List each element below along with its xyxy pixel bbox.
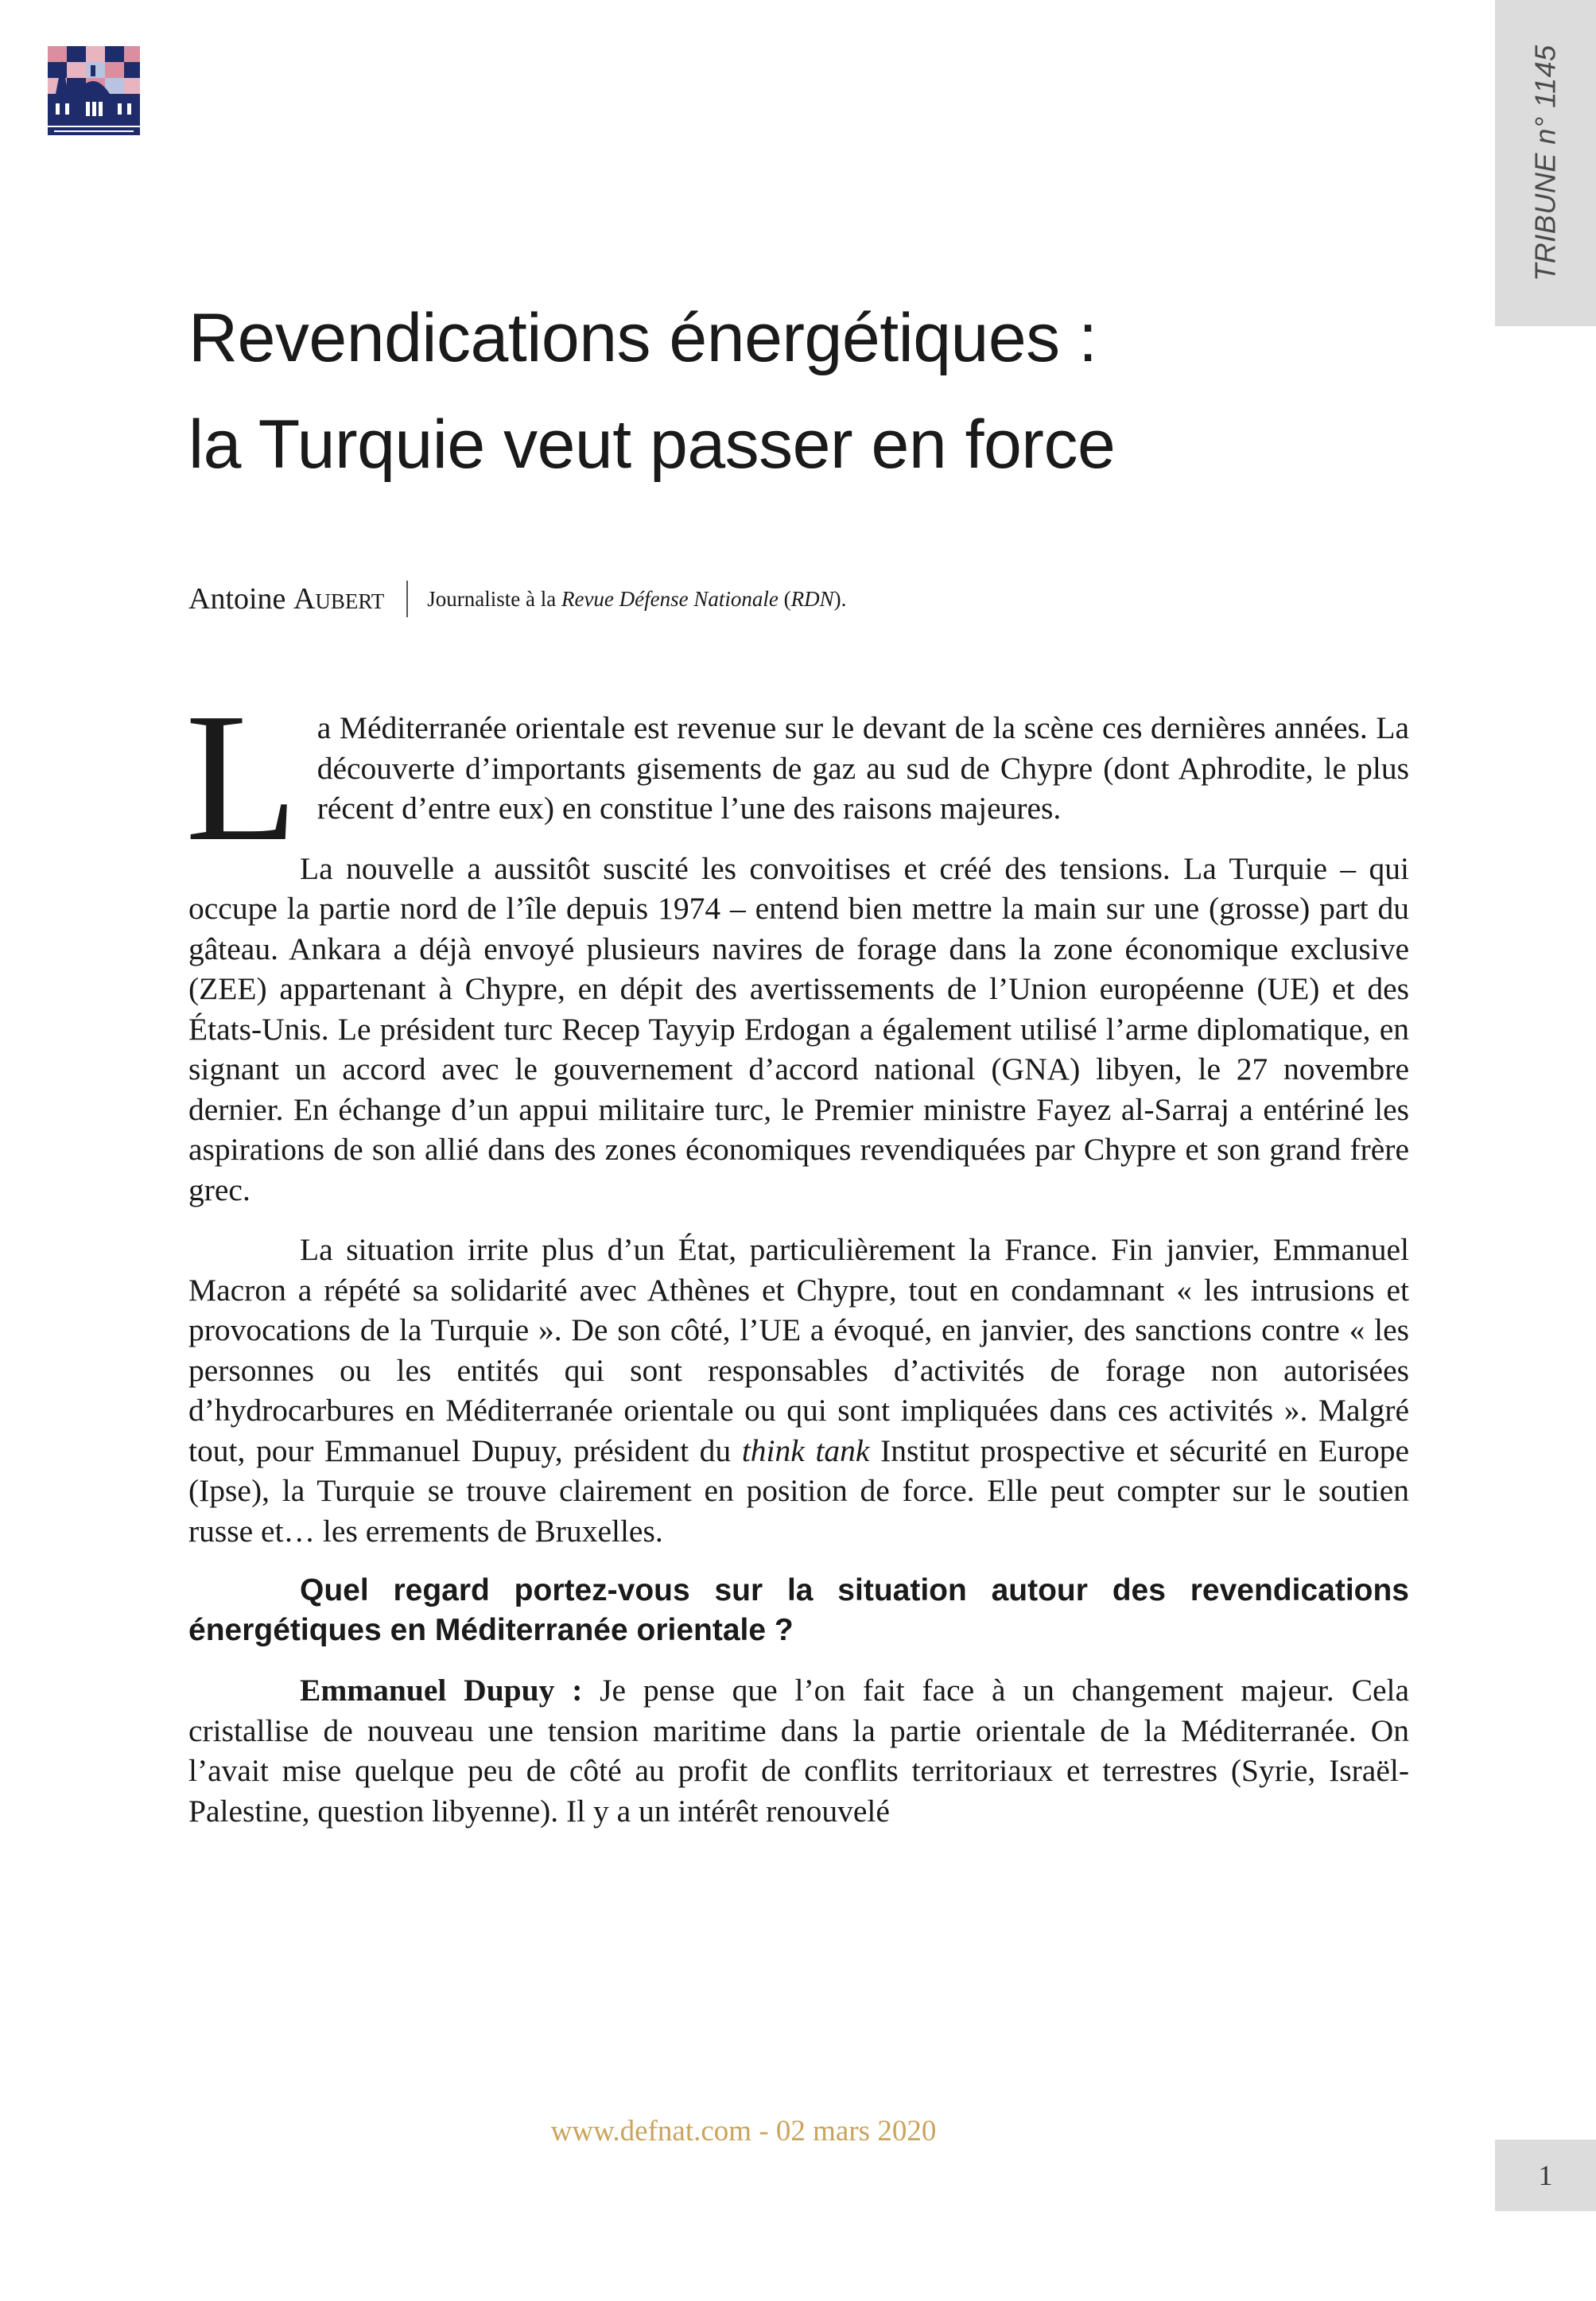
article-body xyxy=(185,675,1409,1851)
tribune-label: TRIBUNE n° 1145 xyxy=(1528,45,1562,282)
rdn-logo-icon xyxy=(45,45,142,138)
author-role: Journaliste à la Revue Défense Nationale (RDN). xyxy=(427,586,847,611)
author-separator xyxy=(406,581,408,617)
footer-website-date: www.defnat.com - 02 mars 2020 xyxy=(550,2115,937,2147)
paragraph-2: La nouvelle a aussitôt suscité les convoitises et créé des tensions. La Turquie – qui occupe la partie nord de l’île depuis 1974 – entend bien mettre la main sur une (grosse) part du gâteau. Ankara a déjà envoyé plusieurs navires de forage dans la zone économique exclusive (ZEE) appartenant à Chypre, en dépit des avertissements de l’Union européenne (UE) et des États-Unis. Le président turc Recep Tayyip Erdogan a également utilisé l’arme diplomatique, en signant un accord avec le gouvernement d’accord national (GNA) libyen, le 27 novembre dernier. En échange d’un appui militaire turc, le Premier ministre Fayez al-Sarraj a entériné les aspirations de son allié dans des zones économiques revendiquées par Chypre et son grand frère grec. xyxy=(188,850,1409,1207)
journal-abbr: RDN xyxy=(790,586,834,611)
page-number: 1 xyxy=(1495,2140,1596,2211)
paragraph-intro: La Méditerranée orientale est revenue sur le devant de la scène ces dernières années. La découverte d’importants gisements de gaz au sud de Chypre (dont Aphrodite, le plus récent d’entre eux) en constitue l’une des raisons majeures. xyxy=(185,675,1409,880)
tribune-tab xyxy=(1495,0,1596,326)
interview-answer: Emmanuel Dupuy : Je pense que l’on fait face à un changement majeur. Cela cristallise de nouveau une tension maritime dans la partie orientale de la Méditerranée. On l’avait mise quelque peu de côté au profit de conflits territoriaux et terrestres (Syrie, Israël-Palestine, question libyenne). Il y a un intérêt renouvelé xyxy=(188,1673,1409,1829)
think-tank-italic: think tank xyxy=(741,1432,870,1468)
author-name: Antoine Aubert xyxy=(188,582,385,616)
journal-name: Revue Défense Nationale xyxy=(561,586,779,611)
answer-speaker: Emmanuel Dupuy : xyxy=(300,1673,583,1708)
author-line xyxy=(188,579,846,619)
drop-cap: L xyxy=(185,675,298,880)
article-title xyxy=(188,285,1429,498)
paragraph-3: La situation irrite plus d’un État, particulièrement la France. Fin janvier, Emmanuel Macron a répété sa solidarité avec Athènes et Chypre, tout en condamnant « les intrusions et provocations de la Turquie ». De son côté, l’UE a évoqué, en janvier, des sanctions contre « les personnes ou les entités qui sont responsables d’activités de forage non autorisées d’hydrocarbures en Méditerranée orientale ou qui sont impliquées dans ces activités ». Malgré tout, pour Emmanuel Dupuy, président du think tank Institut prospective et sécurité en Europe (Ipse), la Turquie se trouve clairement en position de force. Elle peut compter sur le soutien russe et… les errements de Bruxelles. xyxy=(188,1232,1409,1549)
title-line-1: Revendications énergétiques : xyxy=(188,300,1097,376)
interview-question: Quel regard portez-vous sur la situation autour des revendications énergétiques en Méditerranée orientale ? xyxy=(188,1573,1409,1647)
author-last-name: Aubert xyxy=(293,582,385,616)
title-line-2: la Turquie veut passer en force xyxy=(188,406,1116,483)
